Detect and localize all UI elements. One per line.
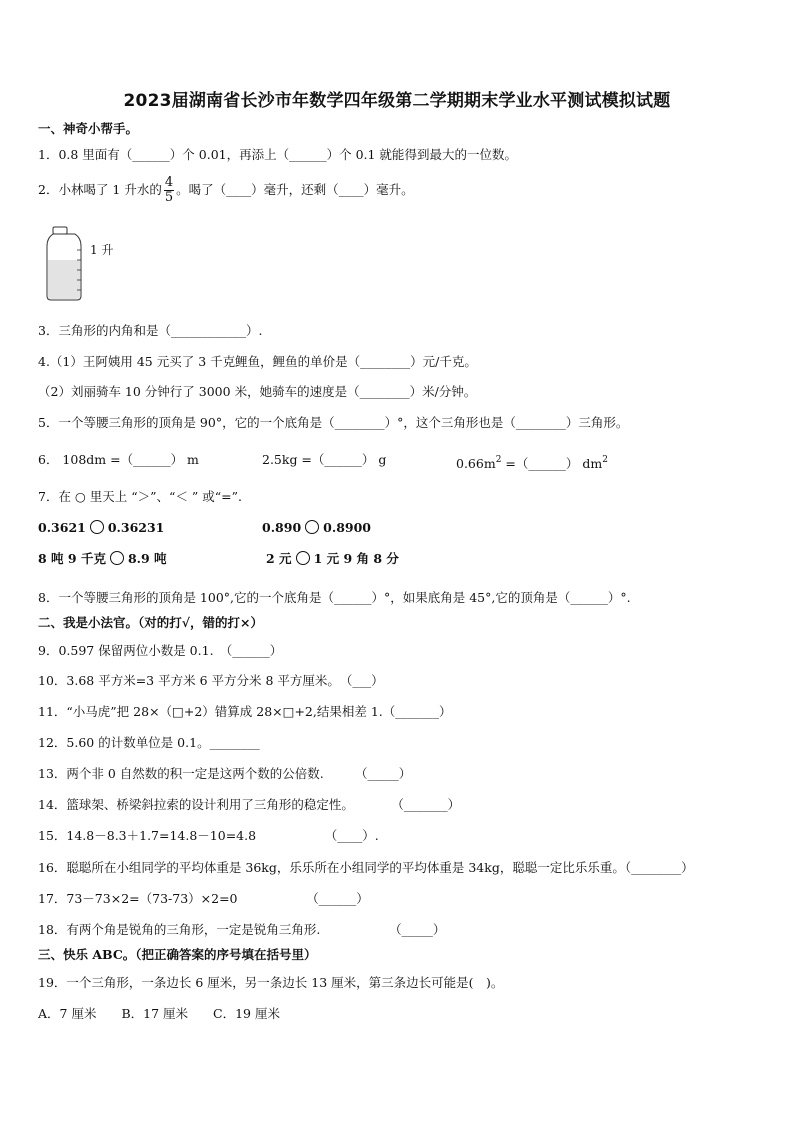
- question-10: 10．3.68 平方米=3 平方米 6 平方分米 8 平方厘米。 （___）: [38, 673, 384, 688]
- compare-2b: [266, 551, 399, 567]
- question-16: 16．聪聪所在小组同学的平均体重是 36kg，乐乐所在小组同学的平均体重是 34kg，聪聪一定比乐乐重。（________）: [38, 860, 694, 875]
- compare-circle[interactable]: [305, 520, 319, 534]
- compare-circle[interactable]: [296, 551, 310, 565]
- question-6-c: [456, 452, 608, 472]
- question-19: 19．一个三角形，一条边长 6 厘米，另一条边长 13 厘米，第三条边长可能是( )。: [38, 975, 504, 990]
- question-6-b: 2.5kg =（______） g: [262, 452, 387, 467]
- compare-circle[interactable]: [110, 551, 124, 565]
- question-7: 7．在 ○ 里天上 “＞”、“＜ ” 或“=”.: [38, 489, 243, 504]
- question-6-c-value: 0.66m: [456, 456, 496, 471]
- compare-right: 0.8900: [323, 520, 371, 535]
- compare-left: 0.890: [262, 520, 302, 535]
- superscript: 2: [495, 455, 502, 465]
- bottle-label: 1 升: [90, 243, 114, 257]
- question-17: 17．73－73×2=（73-73）×2=0 （______）: [38, 891, 369, 906]
- compare-2a: [38, 551, 167, 567]
- section-heading-1: 一、神奇小帮手。: [38, 121, 139, 136]
- fraction-denominator: 5: [164, 190, 174, 205]
- section-heading-3: 三、快乐 ABC。（把正确答案的序号填在括号里）: [38, 947, 317, 962]
- question-6-c-mid: =（______） dm: [501, 456, 603, 471]
- question-9: 9．0.597 保留两位小数是 0.1. （______）: [38, 643, 283, 658]
- question-4-part-1: 4.（1）王阿姨用 45 元买了 3 千克鲤鱼，鲤鱼的单价是（________）元/千克。: [38, 354, 477, 369]
- page-title: 2023届湖南省长沙市年数学四年级第二学期期末学业水平测试模拟试题: [123, 91, 671, 111]
- compare-left: 8 吨 9 千克: [38, 551, 106, 566]
- compare-1a: [38, 520, 164, 536]
- question-12: 12．5.60 的计数单位是 0.1。________: [38, 735, 260, 750]
- superscript: 2: [602, 455, 608, 465]
- question-3: 3．三角形的内角和是（____________）.: [38, 323, 263, 338]
- question-6-a: 6． 108dm =（______） m: [38, 452, 199, 467]
- question-18: 18．有两个角是锐角的三角形，一定是锐角三角形. （_____）: [38, 922, 446, 937]
- question-8: 8．一个等腰三角形的顶角是 100°,它的一个底角是（______）°，如果底角是 45°,它的顶角是（______）°.: [38, 590, 631, 605]
- fraction: [164, 176, 174, 205]
- question-2-text-post: 。喝了（____）毫升，还剩（____）毫升。: [176, 182, 414, 197]
- compare-right: 1 元 9 角 8 分: [313, 551, 399, 566]
- compare-left: 2 元: [266, 551, 292, 566]
- question-11: 11．“小马虎”把 28×（□+2）错算成 28×□+2,结果相差 1.（_______）: [38, 704, 452, 719]
- compare-1b: [262, 520, 371, 536]
- question-13: 13．两个非 0 自然数的积一定是这两个数的公倍数. （_____）: [38, 766, 412, 781]
- question-2: [38, 176, 414, 205]
- question-19-options: A．7 厘米 B．17 厘米 C．19 厘米: [38, 1006, 280, 1021]
- compare-right: 0.36231: [107, 520, 165, 535]
- question-2-text-pre: 2．小林喝了 1 升水的: [38, 182, 162, 197]
- compare-left: 0.3621: [38, 520, 86, 535]
- question-5: 5．一个等腰三角形的顶角是 90°，它的一个底角是（________）°，这个三角形也是（________）三角形。: [38, 415, 629, 430]
- question-4-part-2: （2）刘丽骑车 10 分钟行了 3000 米，她骑车的速度是（________）米/分钟。: [38, 384, 477, 399]
- section-heading-2: 二、我是小法官。（对的打√，错的打×）: [38, 615, 263, 630]
- question-15: 15．14.8－8.3＋1.7=14.8－10=4.8 （____）.: [38, 828, 379, 843]
- question-1: 1．0.8 里面有（______）个 0.01，再添上（______）个 0.1 就能得到最大的一位数。: [38, 147, 517, 162]
- question-14: 14．篮球架、桥梁斜拉索的设计利用了三角形的稳定性。 （_______）: [38, 797, 461, 812]
- fraction-numerator: 4: [164, 175, 174, 190]
- water-bottle-illustration: [44, 226, 124, 304]
- compare-circle[interactable]: [90, 520, 104, 534]
- compare-right: 8.9 吨: [127, 551, 167, 566]
